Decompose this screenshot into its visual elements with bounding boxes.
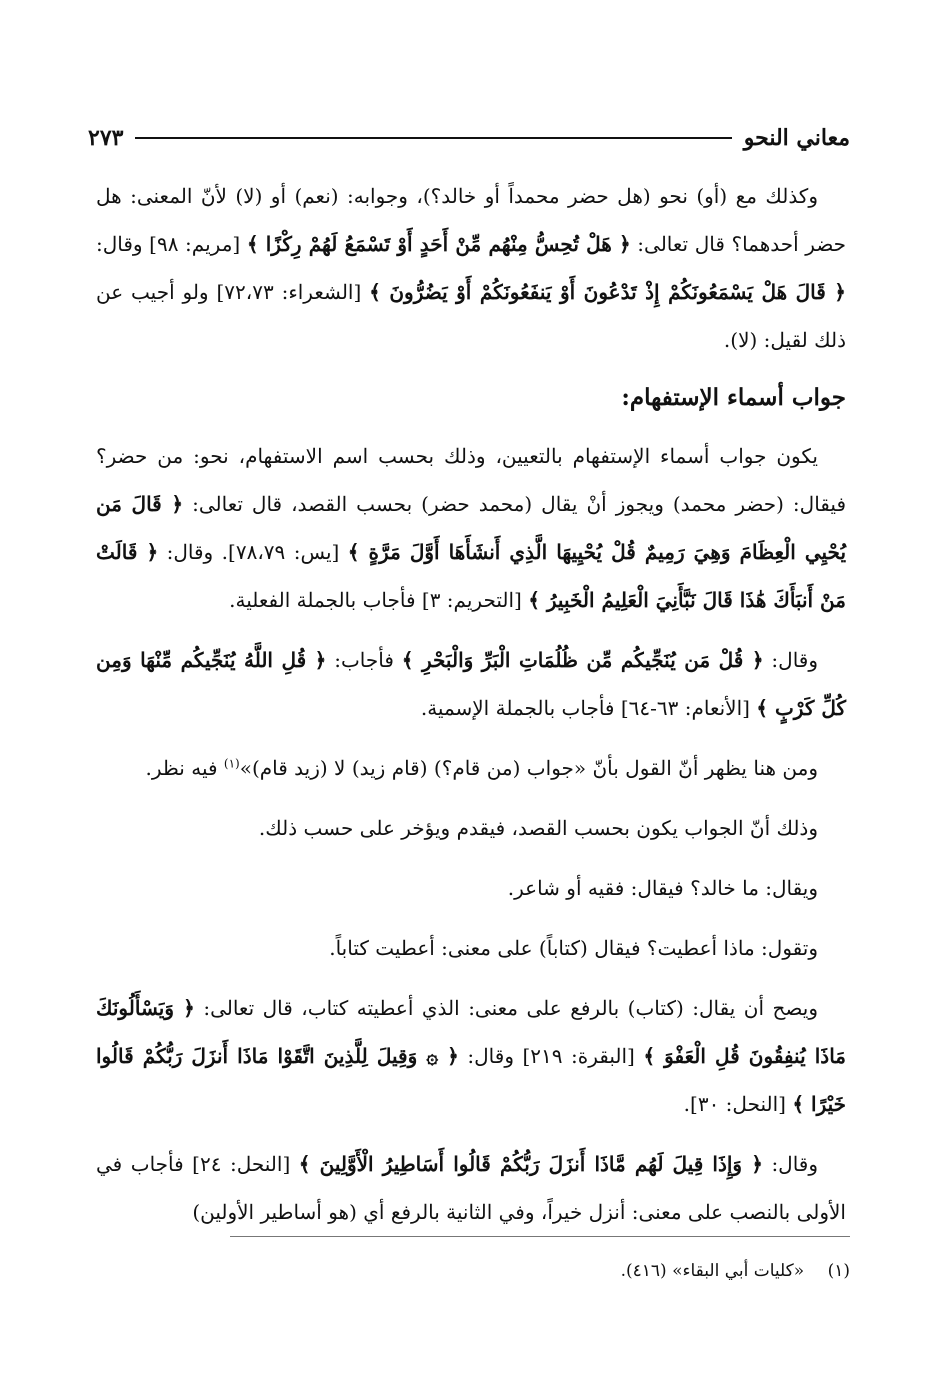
quran-verse: ﴿ قَالَتْ مَنْ أَنبَأَكَ هَٰذَا قَالَ نَبَّأَنِيَ الْعَلِيمُ الْخَبِيرُ ﴾: [96, 540, 846, 612]
quran-verse: ﴿ قُلْ مَن يُنَجِّيكُم مِّن ظُلُمَاتِ الْبَرِّ وَالْبَحْرِ ﴾: [401, 648, 764, 672]
paragraph-text: يكون جواب أسماء الإستفهام بالتعيين، وذلك بحسب اسم الاستفهام، نحو: من حضر؟ فيقال: (حضر محمد) ويجوز أنْ يقال (محمد حضر) بحسب القصد، قال تعالى:: [96, 444, 847, 516]
verse-reference: [الشعراء: ٧٢،٧٣] ولو أجيب عن ذلك لقيل: (لا).: [96, 280, 846, 352]
footnote-number: (١): [827, 1261, 850, 1281]
book-title: معاني النحو: [743, 125, 850, 151]
paragraph-text: ومن هنا يظهر أنّ القول بأنّ «جواب (من قام؟) (قام زيد) لا (زيد قام)»: [239, 756, 818, 780]
paragraph-text: فيه نظر.: [145, 756, 224, 780]
paragraph-2: [96, 432, 846, 624]
footnote-text: «كليات أبي البقاء» (٤١٦).: [620, 1261, 805, 1281]
quran-verse: ﴿ قَالَ هَلْ يَسْمَعُونَكُمْ إِذْ تَدْعُونَ أَوْ يَنفَعُونَكُمْ أَوْ يَضُرُّونَ ﴾: [369, 280, 847, 304]
paragraph-text: وكذلك مع (أو) نحو (هل حضر محمداً أو خالد؟)، وجوابه: (نعم) أو (لا) لأنّ المعنى: هل حضر أحدهما؟ قال تعالى:: [96, 184, 847, 256]
verse-reference: [التحريم: ٣] فأجاب بالجملة الفعلية.: [229, 588, 522, 612]
paragraph-9: [96, 1140, 846, 1236]
footnote: [300, 1254, 850, 1288]
verse-reference: [البقرة: ٢١٩] وقال:: [467, 1044, 635, 1068]
paragraph-text: ويصح أن يقال: (كتاب) بالرفع على معنى: الذي أعطيته كتاب، قال تعالى:: [203, 996, 818, 1020]
paragraph-text: فأجاب:: [334, 648, 394, 672]
verse-reference: [الأنعام: ٦٣-٦٤] فأجاب بالجملة الإسمية.: [420, 696, 750, 720]
paragraph-7: وتقول: ماذا أعطيت؟ فيقال (كتاباً) على معنى: أعطيت كتاباً.: [329, 936, 818, 960]
paragraph-4: [96, 744, 846, 792]
quran-verse: ﴿ ۞ وَقِيلَ لِلَّذِينَ اتَّقَوْا مَاذَا أَنزَلَ رَبُّكُمْ قَالُوا خَيْرًا ﴾: [96, 1044, 846, 1116]
verse-reference: [النحل: ٣٠].: [683, 1092, 786, 1116]
paragraph-6: ويقال: ما خالد؟ فيقال: فقيه أو شاعر.: [507, 876, 818, 900]
paragraph-text: وقال:: [771, 1152, 819, 1176]
page-body: [96, 172, 846, 1248]
quran-verse: ﴿ وَإِذَا قِيلَ لَهُم مَّاذَا أَنزَلَ رَبُّكُمْ قَالُوا أَسَاطِيرُ الْأَوَّلِينَ ﴾: [298, 1152, 763, 1176]
footnote-marker: (١): [223, 756, 240, 771]
quran-verse: ﴿ قَالَ مَن يُحْيِي الْعِظَامَ وَهِيَ رَمِيمٌ قُلْ يُحْيِيهَا الَّذِي أَنشَأَهَا أَوَّلَ مَرَّةٍ ﴾: [96, 492, 847, 564]
quran-verse: ﴿ قُلِ اللَّهُ يُنَجِّيكُم مِّنْهَا وَمِن كُلِّ كَرْبٍ ﴾: [96, 648, 846, 720]
footnote-divider: [230, 1236, 850, 1237]
paragraph-1: [96, 172, 846, 364]
page-header: [88, 118, 850, 158]
paragraph-5: وذلك أنّ الجواب يكون بحسب القصد، فيقدم ويؤخر على حسب ذلك.: [258, 816, 818, 840]
verse-reference: [مريم: ٩٨] وقال:: [96, 232, 241, 256]
paragraph-8: [96, 984, 846, 1128]
page-number: ٢٧٣: [88, 125, 124, 151]
quran-verse: ﴿ هَلْ تُحِسُّ مِنْهُم مِّنْ أَحَدٍ أَوْ تَسْمَعُ لَهُمْ رِكْزًا ﴾: [246, 232, 631, 256]
verse-reference: [النحل: ٢٤] فأجاب في الأولى بالنصب على معنى: أنزل خيراً، وفي الثانية بالرفع أي (هو أساطير الأولين): [96, 1152, 846, 1224]
header-rule: [135, 137, 731, 139]
quran-verse: ﴿ وَيَسْأَلُونَكَ مَاذَا يُنفِقُونَ قُلِ الْعَفْوَ ﴾: [96, 996, 847, 1068]
verse-reference: [يس: ٧٨،٧٩]. وقال:: [166, 540, 340, 564]
paragraph-3: [96, 636, 846, 732]
paragraph-text: وقال:: [771, 648, 819, 672]
section-heading: جواب أسماء الإستفهام:: [621, 384, 846, 411]
